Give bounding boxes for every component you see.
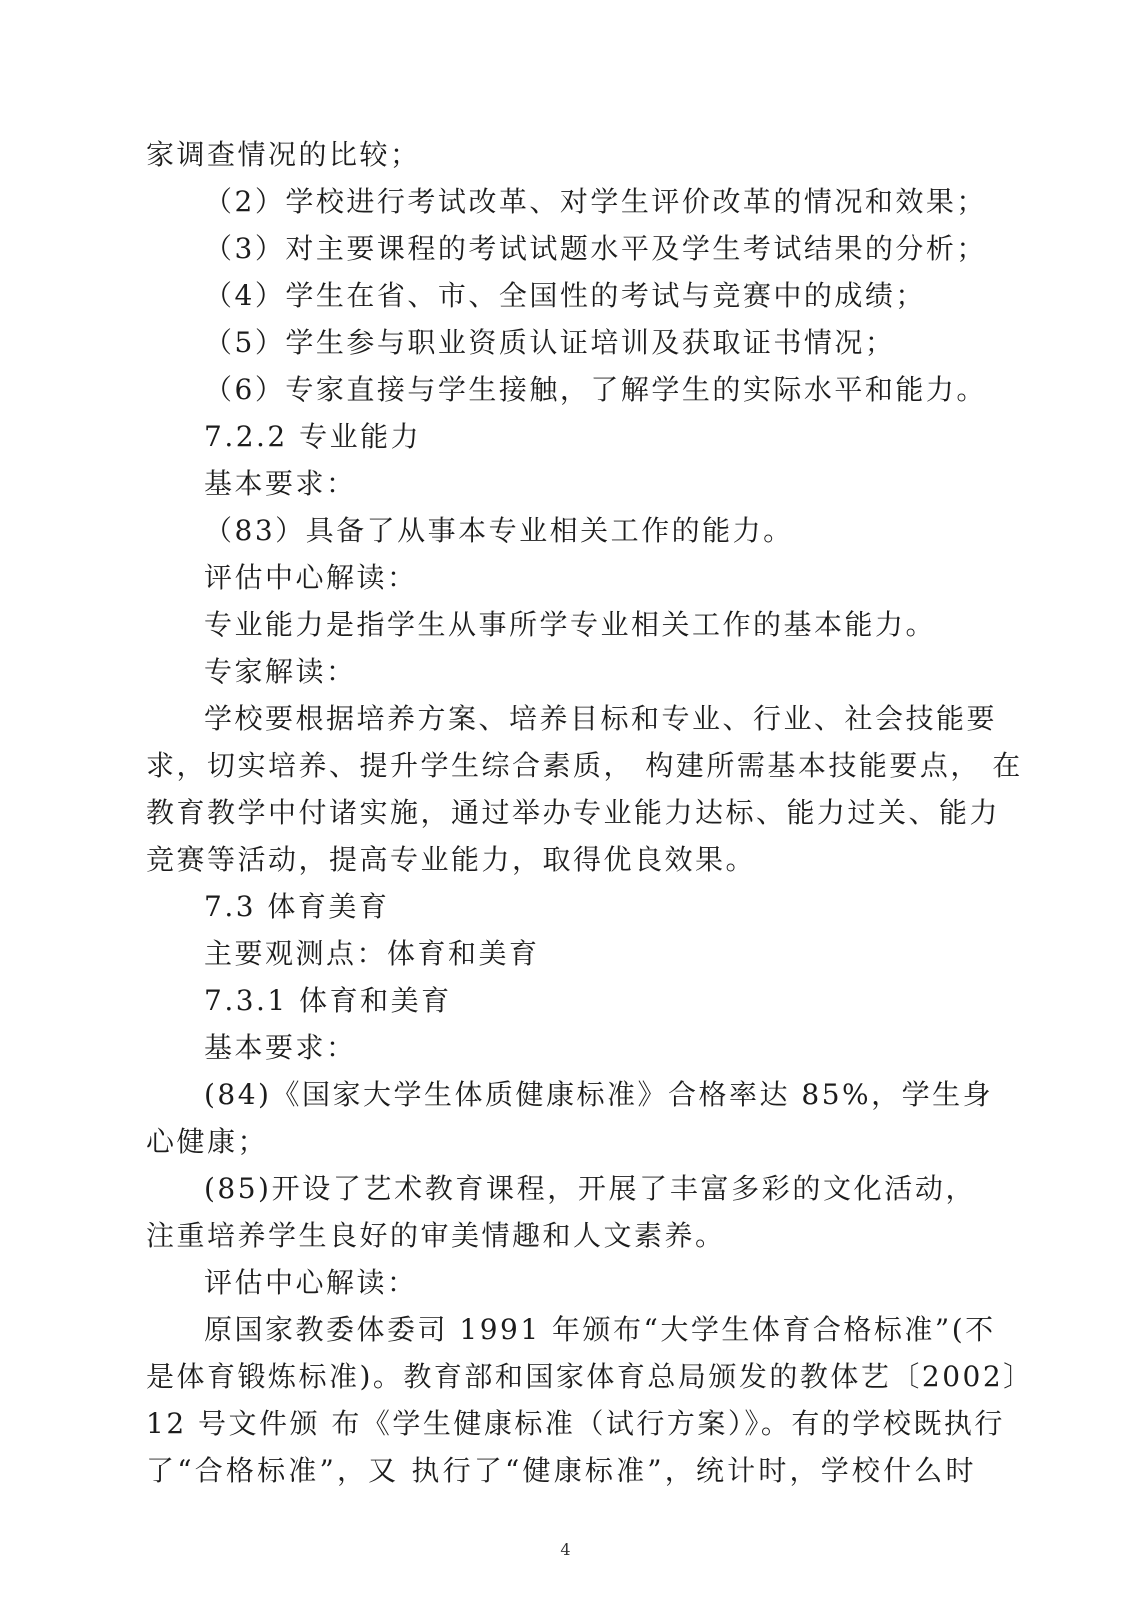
section-heading: 7.3.1 体育和美育 xyxy=(204,984,452,1017)
text-line: 是体育锻炼标准)。教育部和国家体育总局颁发的教体艺〔2002〕 xyxy=(146,1360,1034,1393)
text-line: 学校要根据培养方案、培养目标和专业、行业、社会技能要 xyxy=(204,702,998,735)
text-line: 竞赛等活动，提高专业能力，取得优良效果。 xyxy=(146,843,757,876)
text-line: 评估中心解读： xyxy=(204,561,418,594)
text-line: (84)《国家大学生体质健康标准》合格率达 85%，学生身 xyxy=(204,1078,994,1111)
section-heading: 7.3 体育美育 xyxy=(204,890,390,923)
text-line: 注重培养学生良好的审美情趣和人文素养。 xyxy=(146,1219,726,1252)
text-line: 教育教学中付诸实施，通过举办专业能力达标、能力过关、能力 xyxy=(146,796,1001,829)
page-number: 4 xyxy=(560,1540,571,1559)
text-line: 基本要求： xyxy=(204,467,357,500)
text-line: 专业能力是指学生从事所学专业相关工作的基本能力。 xyxy=(204,608,937,641)
text-line: （2）学校进行考试改革、对学生评价改革的情况和效果； xyxy=(204,185,987,218)
text-line: 基本要求： xyxy=(204,1031,357,1064)
text-line: 求，切实培养、提升学生综合素质， 构建所需基本技能要点， 在 xyxy=(146,749,1023,782)
text-line: （83）具备了从事本专业相关工作的能力。 xyxy=(204,514,794,547)
text-line: 评估中心解读： xyxy=(204,1266,418,1299)
text-line: （5）学生参与职业资质认证培训及获取证书情况； xyxy=(204,326,896,359)
text-line: （6）专家直接与学生接触，了解学生的实际水平和能力。 xyxy=(204,373,987,406)
text-line: (85)开设了艺术教育课程，开展了丰富多彩的文化活动， xyxy=(204,1172,976,1205)
text-line: 心健康； xyxy=(146,1125,269,1158)
text-line: （3）对主要课程的考试试题水平及学生考试结果的分析； xyxy=(204,232,987,265)
text-line: 12 号文件颁 布《学生健康标准（试行方案）》。有的学校既执行 xyxy=(146,1407,1005,1440)
text-line: 主要观测点：体育和美育 xyxy=(204,937,540,970)
text-line: （4）学生在省、市、全国性的考试与竞赛中的成绩； xyxy=(204,279,926,312)
text-line: 专家解读： xyxy=(204,655,357,688)
section-heading: 7.2.2 专业能力 xyxy=(204,420,422,453)
text-line: 家调查情况的比较； xyxy=(146,138,421,171)
text-line: 了“合格标准”，又 执行了“健康标准”，统计时，学校什么时 xyxy=(146,1454,976,1487)
text-line: 原国家教委体委司 1991 年颁布“大学生体育合格标准”(不 xyxy=(204,1313,996,1346)
